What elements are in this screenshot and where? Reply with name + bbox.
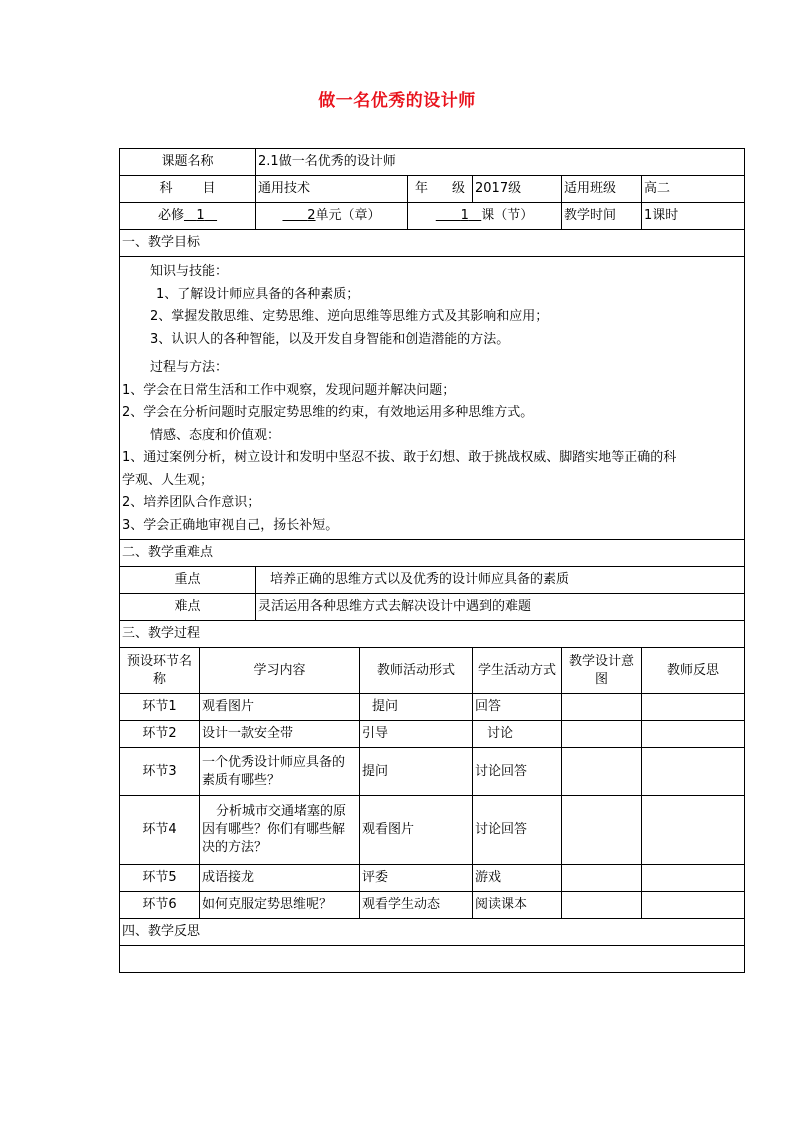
table-row [120,796,745,865]
objectives-header: 一、教学目标 [120,230,745,257]
emotion-item: 3、学会正确地审视自己，扬长补短。 [122,517,339,533]
table-row [120,721,745,748]
lesson-number: 1 [460,208,469,223]
step-intent [562,721,642,748]
subject-value: 通用技术 [256,176,408,203]
grade-value: 2017级 [473,176,562,203]
process-header: 三、教学过程 [120,621,745,648]
emotion-item-continued: 学观、人生观； [122,472,214,488]
step-intent [562,694,642,721]
process-header-row [120,621,745,648]
step-teacher: 观看学生动态 [360,892,473,919]
reflection-body [120,946,745,973]
knowledge-item: 2、掌握发散思维、定势思维、逆向思维等思维方式及其影响和应用； [150,309,549,324]
column-header: 教师反思 [642,648,745,694]
column-header: 教师活动形式 [360,648,473,694]
step-content: 如何克服定势思维呢？ [200,892,360,919]
grade-label: 年级 [408,176,473,203]
time-label: 教学时间 [562,203,642,230]
emotion-title: 情感、态度和价值观： [150,427,281,443]
unit-label: 单元（章） [315,208,381,223]
subject-label: 科目 [120,176,256,203]
table-row [120,694,745,721]
step-reflection [642,865,745,892]
step-reflection [642,748,745,796]
knowledge-item: 1、了解设计师应具备的各种素质； [156,286,360,302]
step-teacher: 观看图片 [360,796,473,865]
required-cell [120,203,256,230]
step-reflection [642,694,745,721]
step-content: 分析城市交通堵塞的原因有哪些？你们有哪些解决的方法？ [200,796,360,865]
keypoints-header: 二、教学重难点 [120,540,745,567]
unit-cell [256,203,408,230]
step-intent [562,748,642,796]
reflection-header-row [120,919,745,946]
unit-number: 2 [307,208,316,223]
column-header: 学生活动方式 [473,648,562,694]
info-row-subject [120,176,745,203]
step-reflection [642,721,745,748]
table-row [120,748,745,796]
column-header: 学习内容 [200,648,360,694]
process-columns-row [120,648,745,694]
step-teacher: 提问 [360,748,473,796]
step-content: 设计一款安全带 [200,721,360,748]
column-header: 教学设计意图 [562,648,642,694]
emotion-item: 1、通过案例分析，树立设计和发明中坚忍不拔、敢于幻想、敢于挑战权威、脚踏实地等正确的科 [122,450,677,465]
step-intent [562,796,642,865]
step-reflection [642,796,745,865]
key-point-value: 培养正确的思维方式以及优秀的设计师应具备的素质 [256,567,745,594]
info-row-required [120,203,745,230]
difficult-point-value: 灵活运用各种思维方式去解决设计中遇到的难题 [256,594,745,621]
step-name: 环节1 [120,694,200,721]
step-name: 环节4 [120,796,200,865]
step-student: 游戏 [473,865,562,892]
difficult-point-row [120,594,745,621]
step-name: 环节3 [120,748,200,796]
step-student: 讨论 [473,721,562,748]
step-student: 回答 [473,694,562,721]
step-teacher: 评委 [360,865,473,892]
objectives-header-row [120,230,745,257]
required-number: 1 [196,208,205,223]
required-label: 必修 [157,208,184,223]
lesson-cell [408,203,562,230]
process-item: 1、学会在日常生活和工作中观察，发现问题并解决问题； [122,382,456,398]
process-title: 过程与方法： [150,360,229,375]
step-name: 环节6 [120,892,200,919]
lesson-plan-sheet [119,148,744,973]
key-point-row [120,567,745,594]
step-intent [562,892,642,919]
table-row [120,892,745,919]
time-value: 1课时 [642,203,745,230]
step-content: 观看图片 [200,694,360,721]
emotion-item: 2、培养团队合作意识； [122,495,261,510]
step-content: 成语接龙 [200,865,360,892]
class-value: 高二 [642,176,745,203]
objectives-body [120,257,745,540]
process-item: 2、学会在分析问题时克服定势思维的约束，有效地运用多种思维方式。 [122,405,534,420]
course-name-label: 课题名称 [120,149,256,176]
step-reflection [642,892,745,919]
lesson-plan-table [119,148,745,973]
step-content: 一个优秀设计师应具备的素质有哪些？ [200,748,360,796]
step-name: 环节5 [120,865,200,892]
step-teacher: 引导 [360,721,473,748]
info-row-course [120,149,745,176]
key-point-label: 重点 [120,567,256,594]
reflection-header: 四、教学反思 [120,919,745,946]
objectives-body-row [120,257,745,540]
table-row [120,865,745,892]
step-student: 阅读课本 [473,892,562,919]
difficult-point-label: 难点 [120,594,256,621]
column-header: 预设环节名称 [120,648,200,694]
step-student: 讨论回答 [473,748,562,796]
lesson-label: 课（节） [481,208,534,223]
course-name-value: 2.1做一名优秀的设计师 [256,149,745,176]
page-title: 做一名优秀的设计师 [318,91,476,111]
knowledge-item: 3、认识人的各种智能，以及开发自身智能和创造潜能的方法。 [150,331,510,347]
step-name: 环节2 [120,721,200,748]
step-intent [562,865,642,892]
step-student: 讨论回答 [473,796,562,865]
step-teacher: 提问 [360,694,473,721]
class-label: 适用班级 [562,176,642,203]
keypoints-header-row [120,540,745,567]
knowledge-title: 知识与技能： [150,264,229,279]
reflection-body-row [120,946,745,973]
